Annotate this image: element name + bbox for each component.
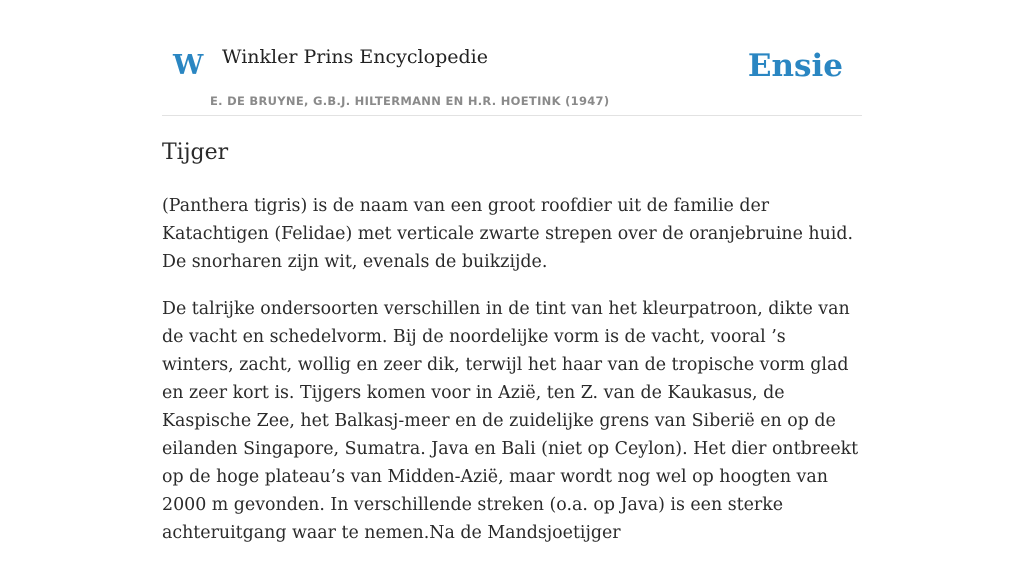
entry-body [162,192,862,566]
authors-line: E. DE BRUYNE, G.B.J. HILTERMANN EN H.R. HOETINK (1947) [210,94,610,108]
entry-paragraph: De talrijke ondersoorten verschillen in de tint van het kleurpatroon, dikte van de vacht en schedelvorm. Bij de noordelijke vorm is de vacht, vooral ’s winters, zacht, wollig en zeer dik, terwijl het haar van de tropische vorm glad en zeer kort is. Tijgers komen voor in Azië, ten Z. van de Kaukasus, de Kaspische Zee, het Balkasj-meer en de zuidelijke grens van Siberië en op de eilanden Singapore, Sumatra. Java en Bali (niet op Ceylon). Het dier ontbreekt op de hoge plateau’s van Midden-Azië, maar wordt nog wel op hoogten van 2000 m gevonden. In verschillende streken (o.a. op Java) is een sterke achteruitgang waar te nemen.Na de Mandsjoetijger [162,299,859,543]
ensie-brand-logo[interactable]: Ensie [747,48,843,84]
entry-title: Tijger [162,140,229,165]
winkler-prins-logo[interactable]: W [173,50,204,81]
site-header [162,0,862,116]
entry-paragraph: (Panthera tigris) is de naam van een groot roofdier uit de familie der Katachtigen (Felidae) met verticale zwarte strepen over de oranjebruine huid. De snorharen zijn wit, evenals de buikzijde. [162,196,854,272]
site-title[interactable]: Winkler Prins Encyclopedie [222,46,488,68]
